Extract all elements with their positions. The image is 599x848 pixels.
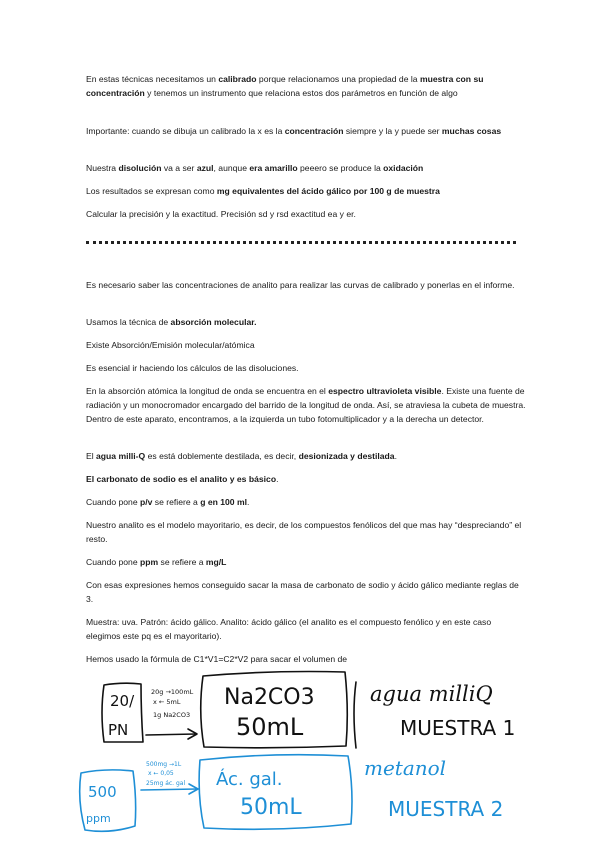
bold-text: El carbonato de sodio es el analito y es básico [86,474,277,484]
volume-50ml-2: 50mL [240,795,302,820]
bold-text: p/v [140,497,153,507]
water-label: agua milliQ [370,682,493,706]
text-run: El [86,451,97,461]
bold-text: era amarillo [249,163,298,173]
reagent-ac-gal: Ác. gal. [216,769,283,790]
text-run: . [247,497,250,507]
text-run: Cuando pone [86,557,140,567]
bold-text: disolución [118,163,162,173]
text-run: se refiere a [152,497,201,507]
note2-c: 25mg ác. gal [146,780,186,787]
bold-text: g en 100 ml [200,497,247,507]
text-run: En estas técnicas necesitamos un [86,74,219,84]
note2-b: x ← 0,05 [148,770,174,777]
text-run: . [276,474,279,484]
text-run: peeero se produce la [297,163,384,173]
text-run: Usamos la técnica de [86,317,171,327]
bold-text: concentración [284,126,344,136]
bold-text: oxidación [383,163,424,173]
sample1-label: MUESTRA 1 [400,716,516,740]
text-run: Importante: cuando se dibuja un calibrado la x es la [86,126,285,136]
text-run: Nuestro analito es el modelo mayoritario, es decir, de los compuestos fenólicos del que mas hay “despreciando” el resto. [86,520,522,544]
ppm-value: 500 [88,783,117,801]
text-run: Es esencial ir haciendo los cálculos de las disoluciones. [86,363,299,373]
ppm-unit: ppm [86,812,111,825]
bold-text: mg/L [205,557,227,567]
bold-text: calibrado [218,74,257,84]
text-run: se refiere a [158,557,206,567]
volume-50ml-1: 50mL [236,713,304,741]
arrow-right-2 [141,789,197,790]
formula-na2co3: Na2CO3 [224,685,315,710]
bold-text: azul [196,163,214,173]
divider-stroke [354,682,356,748]
bold-text: ppm [140,557,159,567]
text-run: porque relacionamos una propiedad de la [256,74,420,84]
text-run: . [394,451,397,461]
text-run: Calcular la precisión y la exactitud. Precisión sd y rsd exactitud ea y er. [86,209,356,219]
note1-a: 20g →100mL [151,688,194,696]
solvent-metanol: metanol [364,756,447,780]
text-run: siempre y la y puede ser [343,126,442,136]
note2-a: 500mg →1L [146,761,182,768]
bold-text: absorción molecular. [170,317,257,327]
text-run: , aunque [213,163,250,173]
text-run: es está doblemente destilada, es decir, [145,451,299,461]
text-run: Es necesario saber las concentraciones de analito para realizar las curvas de calibrado y ponerlas en el informe. [86,280,515,290]
text-run: Existe Absorción/Emisión molecular/atómica [86,340,255,350]
text-run: En la absorción atómica la longitud de onda se encuentra en el [86,386,329,396]
bold-text: agua milli-Q [96,451,146,461]
bold-text: espectro ultravioleta visible [328,386,442,396]
text-run: Cuando pone [86,497,140,507]
text-run: Muestra: uva. Patrón: ácido gálico. Analito: ácido gálico (el analito es el compuesto fenólico y en este caso elegimos este pq es el mayoritario). [86,617,492,641]
box1-line2: PN [108,721,129,739]
box1-line1: 20/ [110,692,135,710]
text-run: . Existe una fuente de radiación y un monocromador encargado del barrido de la longitud de onda. Así, se atraviesa la cubeta de muestra. Dentro de este aparato, encontramos, a la izquierda un tubo fotomultiplicador y a la derecha un detector. [86,386,526,424]
note1-b: x ← 5mL [153,698,181,706]
note1-c: 1g Na2CO3 [153,711,191,719]
sample2-label: MUESTRA 2 [388,797,504,821]
bold-text: mg equivalentes del ácido gálico por 100 g de muestra [216,186,440,196]
arrow-right-1 [146,734,196,735]
bold-text: muestra con su concentración [86,74,484,98]
bold-text: desionizada y destilada [298,451,395,461]
text-run: Nuestra [86,163,119,173]
text-run: va a ser [161,163,197,173]
bold-text: muchas cosas [441,126,502,136]
text-run: Con esas expresiones hemos conseguido sacar la masa de carbonato de sodio y ácido gálico mediante reglas de 3. [86,580,519,604]
text-run: Los resultados se expresan como [86,186,217,196]
text-run: Hemos usado la fórmula de C1*V1=C2*V2 para sacar el volumen de [86,654,348,664]
text-run: y tenemos un instrumento que relaciona estos dos parámetros en función de algo [144,87,458,98]
